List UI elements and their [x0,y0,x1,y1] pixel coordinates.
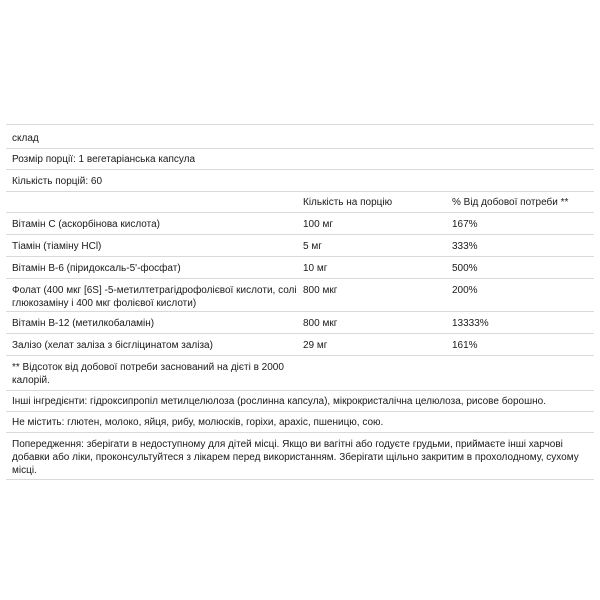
nutrient-name: Фолат (400 мкг [6S] -5-метилтетрагідрофолієвої кислоти, солі глюкозаміну і 400 мкг фолієвої кислоти) [12,285,297,309]
warning-row [6,432,594,480]
daily-value-footnote: ** Відсоток від добової потреби заснований на дієті в 2000 калорій. [12,362,284,386]
warning: Попередження: зберігати в недоступному для дітей місці. Якщо ви вагітні або годуєте грудьми, приймаєте інші харчові добавки або ліки, проконсультуйтеся з лікарем перед використанням. Зберігати щільно закритим в прохолодному, сухому місці. [12,439,579,476]
column-header-amount: Кількість на порцію [303,197,393,208]
column-header-daily-value: % Від добової потреби ** [452,197,569,208]
nutrient-daily-value: 500% [452,263,478,274]
nutrient-daily-value: 167% [452,219,478,230]
composition-title-row [6,124,594,148]
footnote-row [6,355,594,390]
servings-count: Кількість порцій: 60 [12,176,103,187]
composition-title: склад [12,133,39,144]
nutrient-daily-value: 333% [452,241,478,252]
table-row [6,256,594,278]
serving-size: Розмір порції: 1 вегетаріанська капсула [12,154,196,165]
nutrient-amount: 800 мкг [303,318,338,329]
nutrient-name: Тіамін (тіаміну HCl) [12,241,102,252]
nutrient-daily-value: 161% [452,340,478,351]
other-ingredients: Інші інгредієнти: гідроксипропіл метилцелюлоза (рослинна капсула), мікрокристалічна целюлоза, рисове борошно. [12,396,546,407]
nutrient-name: Вітамін B-6 (піридоксаль-5'-фосфат) [12,263,181,274]
nutrient-amount: 5 мг [303,241,322,252]
table-row [6,212,594,234]
nutrient-name: Вітамін C (аскорбінова кислота) [12,219,161,230]
nutrient-amount: 10 мг [303,263,328,274]
nutrient-daily-value: 13333% [452,318,489,329]
table-row [6,234,594,256]
nutrient-amount: 29 мг [303,340,328,351]
nutrient-amount: 100 мг [303,219,333,230]
free-from: Не містить: глютен, молоко, яйця, рибу, молюсків, горіхи, арахіс, пшеницю, сою. [12,417,384,428]
table-row [6,278,594,311]
nutrient-daily-value: 200% [452,285,478,296]
table-header-row [6,191,594,212]
serving-size-row [6,148,594,169]
supplement-facts-panel [6,124,594,480]
servings-count-row [6,169,594,191]
table-row [6,311,594,333]
nutrient-name: Залізо (хелат заліза з бісгліцинатом заліза) [12,340,213,351]
other-ingredients-row [6,390,594,411]
nutrient-name: Вітамін B-12 (метилкобаламін) [12,318,155,329]
free-from-row [6,411,594,432]
nutrient-amount: 800 мкг [303,285,338,296]
table-row [6,333,594,355]
